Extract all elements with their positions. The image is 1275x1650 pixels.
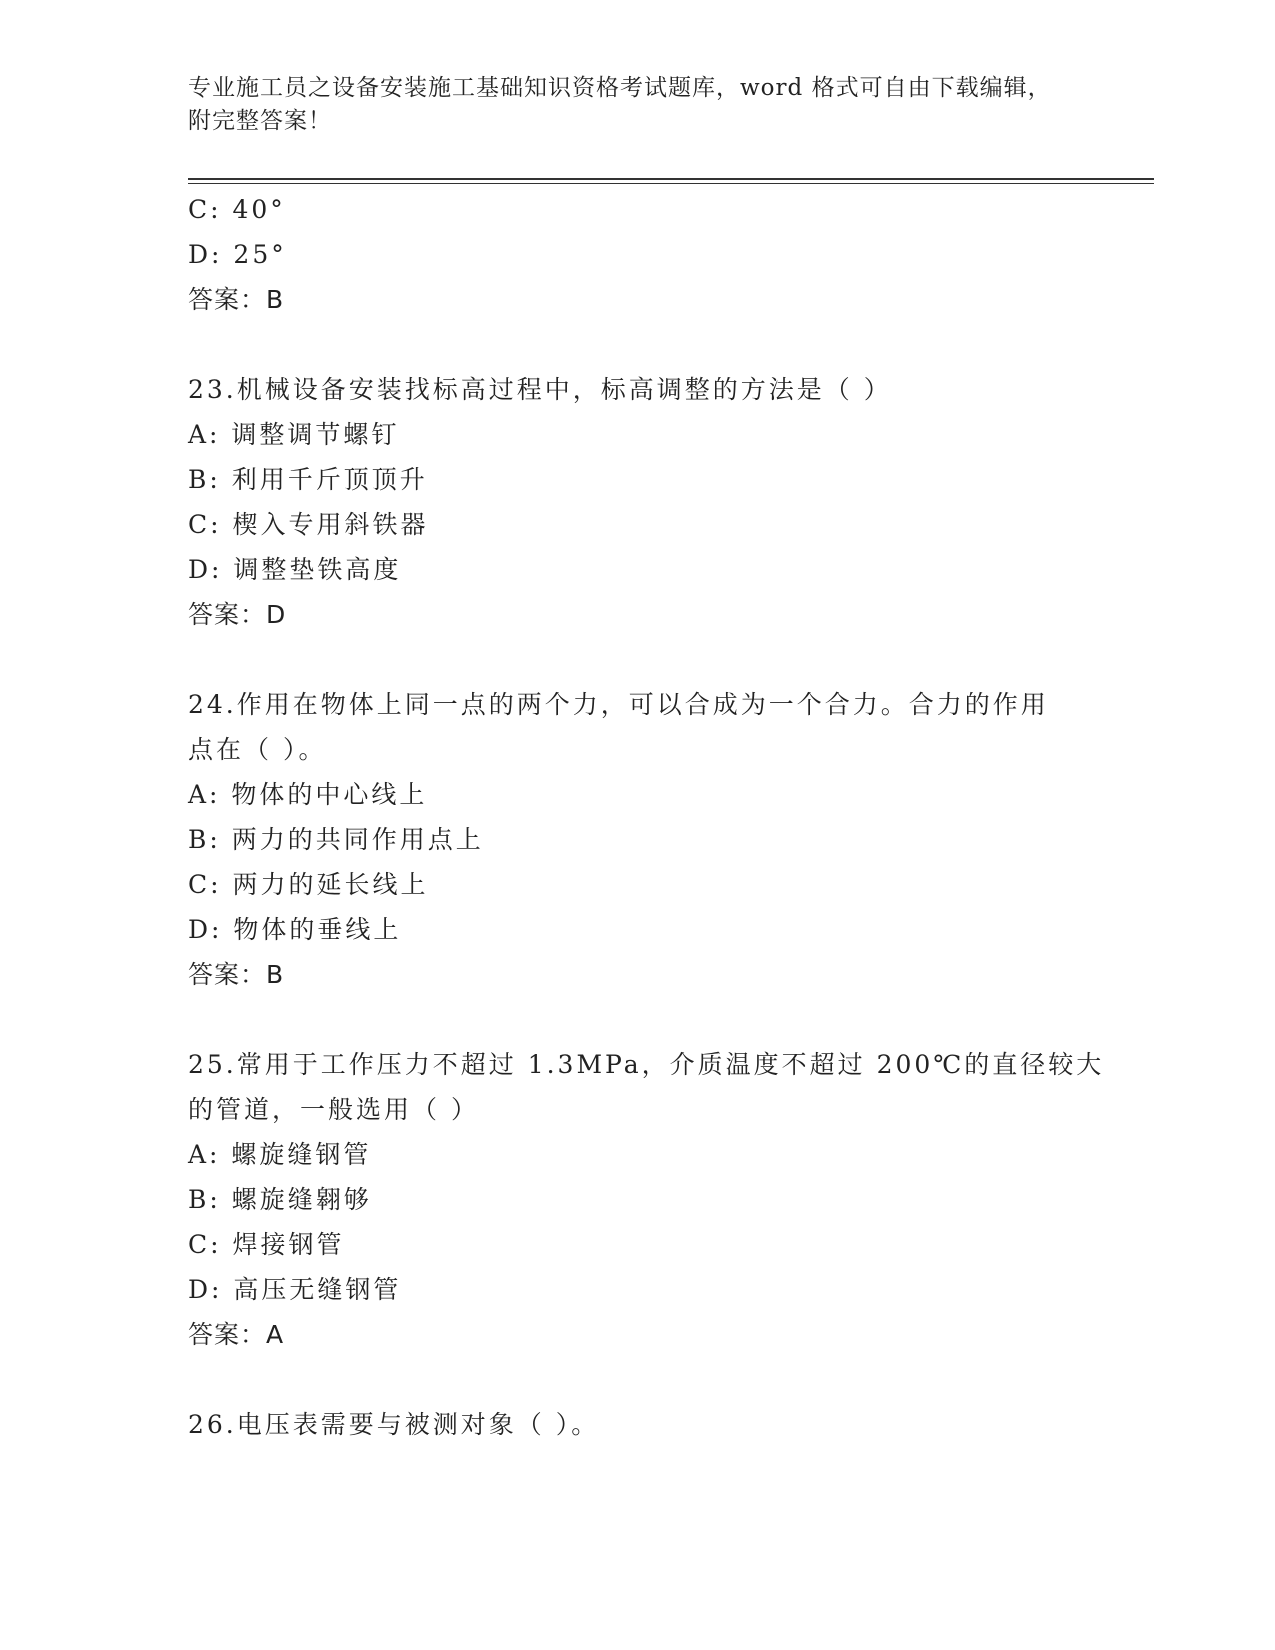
answer-line: 答案：D xyxy=(188,600,287,629)
option-b: B: 利用千斤顶顶升 xyxy=(188,465,428,494)
option-c: C: 楔入专用斜铁器 xyxy=(188,510,429,539)
answer-line: 答案：A xyxy=(188,1320,285,1349)
option-c: C: 40° xyxy=(188,195,286,224)
option-d: D: 物体的垂线上 xyxy=(188,915,402,944)
answer-line: 答案：B xyxy=(188,960,285,989)
option-a: A: 物体的中心线上 xyxy=(188,780,428,809)
option-d: D: 25° xyxy=(188,240,287,269)
option-b: B: 两力的共同作用点上 xyxy=(188,825,484,854)
option-c: C: 焊接钢管 xyxy=(188,1230,345,1259)
option-b: B: 螺旋缝翱够 xyxy=(188,1185,372,1214)
option-a: A: 调整调节螺钉 xyxy=(188,420,400,449)
question-stem: 23.机械设备安装找标高过程中，标高调整的方法是（ ） xyxy=(188,375,892,404)
header-divider-thick xyxy=(188,178,1154,180)
option-a: A: 螺旋缝钢管 xyxy=(188,1140,372,1169)
header-line-1: 专业施工员之设备安装施工基础知识资格考试题库，word 格式可自由下载编辑， xyxy=(188,75,1052,101)
document-header xyxy=(188,72,1088,138)
header-line-2: 附完整答案！ xyxy=(188,108,332,134)
question-stem-continued: 的管道，一般选用（ ） xyxy=(188,1095,479,1124)
option-c: C: 两力的延长线上 xyxy=(188,870,429,899)
answer-line: 答案：B xyxy=(188,285,285,314)
question-stem-continued: 点在（ ）。 xyxy=(188,735,327,764)
question-stem: 24.作用在物体上同一点的两个力，可以合成为一个合力。合力的作用 xyxy=(188,690,1049,719)
question-stem: 26.电压表需要与被测对象（ ）。 xyxy=(188,1410,600,1439)
option-d: D: 调整垫铁高度 xyxy=(188,555,402,584)
header-divider-thin xyxy=(188,183,1154,184)
option-d: D: 高压无缝钢管 xyxy=(188,1275,402,1304)
question-stem: 25.常用于工作压力不超过 1.3MPa，介质温度不超过 200℃的直径较大 xyxy=(188,1050,1105,1079)
